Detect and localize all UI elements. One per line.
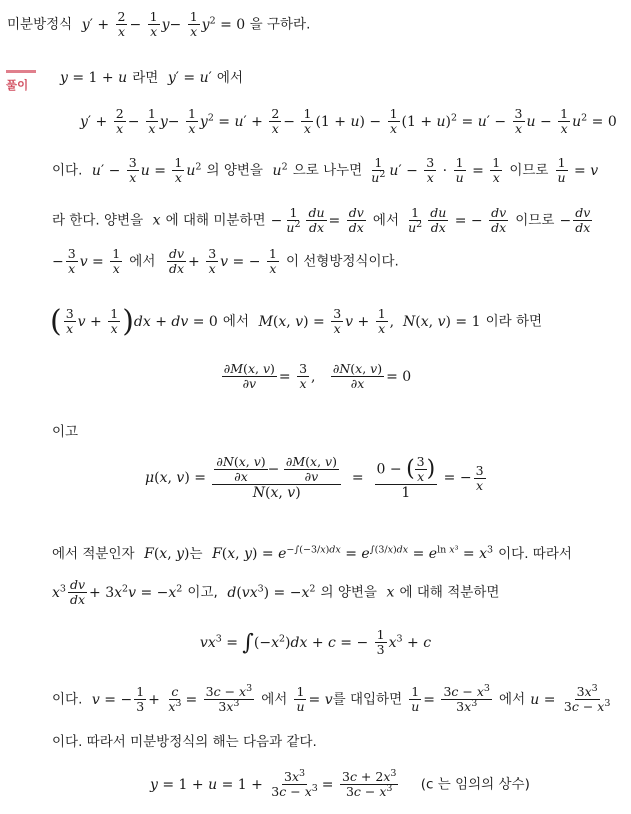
problem-equation: y′ + $\frac{2}{x}$ − $\frac{1}{x}$ y− $\frac{1}{x}$ $y^2 = 0$	[81, 9, 250, 39]
line-exact-form: ( $\frac{3}{x}$ v + $\frac{1}{x}$ )dx + dv = 0 에서 M(x, v) = $\frac{3}{x}$ v + $\frac{1}{x}$ , N(x, v) = 1 이라 하면	[50, 303, 543, 339]
line-integrating-factor: 에서 적분인자 F(x, y)는 F(x, $y) = e^{-\int(-3/x)dx} = e^{\int(3/x)dx} = e^{ln x^3} = x^3$ 이다. 따라서	[52, 544, 572, 562]
solution-label-bar	[6, 70, 36, 73]
line-divide: 이다. u′ − $\frac{3}{x}$ u = $\frac{1}{x}$ $u^2$ 의 양변을 $u^2$ 으로 나누면 $\frac{1}{u^2}$ u′ − $\frac{3}{x}$ · $\frac{1}{u}$ = $\frac{1}{x}$ 이므로 $\frac{1}{u}$ = v	[52, 155, 599, 185]
problem-suffix: 을 구하라.	[249, 16, 311, 33]
line-differentiate: 라 한다. 양변을 x 에 대해 미분하면 − $\frac{1}{u^2}$ $\frac{du}{dx}$ = $\frac{dv}{dx}$ 에서 $\frac{1}{u^2}$ $\frac{du}{dx}$ = − $\frac{dv}{dx}$ 이므로 − $\frac{dv}{dx}$	[52, 205, 591, 235]
line-conclusion: 이다. 따라서 미분방정식의 해는 다음과 같다.	[52, 734, 317, 750]
line-linear: − $\frac{3}{x}$ v = $\frac{1}{x}$ 에서 $\frac{dv}{dx}$ + $\frac{3}{x}$ v = − $\frac{1}{x}$ 이 선형방정식이다.	[52, 246, 399, 276]
line-substitution: y = 1 + u 라면 y′ = u′ 에서	[60, 70, 243, 86]
line-back-substitute: 이다. v = − $\frac{1}{3}$ + $\frac{c}{x^3}$ = $\frac{3c - x^3}{3x^3}$ 에서 $\frac{1}{u}$ = v를 대입하면 $\frac{1}{u}$ = $\frac{3c - x^3}{3x^3}$ 에서 u = $\frac{3x^3}{3c - x^3}$	[52, 682, 611, 714]
final-note: (c 는 임의의 상수)	[420, 776, 530, 793]
equation-expanded: y′ + $\frac{2}{x}$ − $\frac{1}{x}$ y− $\frac{1}{x}$ $y^2 = u'$ + $\frac{2}{x}$ − $\frac{1}{x}$ (1 + u) − $\frac{1}{x}$ $(1 + u)^2 = u'$ − $\frac{3}{x}$ u − $\frac{1}{x}$ $u^2 = 0$	[80, 106, 617, 136]
problem-prefix: 미분방정식	[7, 16, 73, 33]
integration-result: $vx^3 = \int(-x^2)dx + c$ = − $\frac{1}{3}$ $x^3 + c$	[199, 627, 432, 657]
problem-statement	[7, 10, 631, 39]
line-multiply: $x^3$ $\frac{dv}{dx}$ + $3x^2v = -x^2$ 이고, $d(vx^3) = -x^2$ 의 양변을 x 에 대해 적분하면	[52, 577, 500, 607]
line-and: 이고	[52, 424, 79, 440]
final-solution: y = 1 + u = 1 + $\frac{3x^3}{3c - x^3}$ = $\frac{3c + 2x^3}{3c - x^3}$ (c 는 임의의 상수)	[150, 767, 530, 799]
mu-equation: μ(x, v) = $\frac{\partial N(x, v)}{\partial x}$ − $\frac{\partial M(x, v)}{\partial v}$ N(x, v) = 0 − ( $\frac{3}{x}$ ) 1 = − $\frac{3}{x}$	[145, 454, 484, 501]
solution-label: 풀이	[6, 78, 29, 92]
partial-derivatives: $\frac{\partial M(x, v)}{\partial v}$ = $\frac{3}{x}$ , $\frac{\partial N(x, v)}{\partial x}$ = 0	[223, 361, 412, 391]
